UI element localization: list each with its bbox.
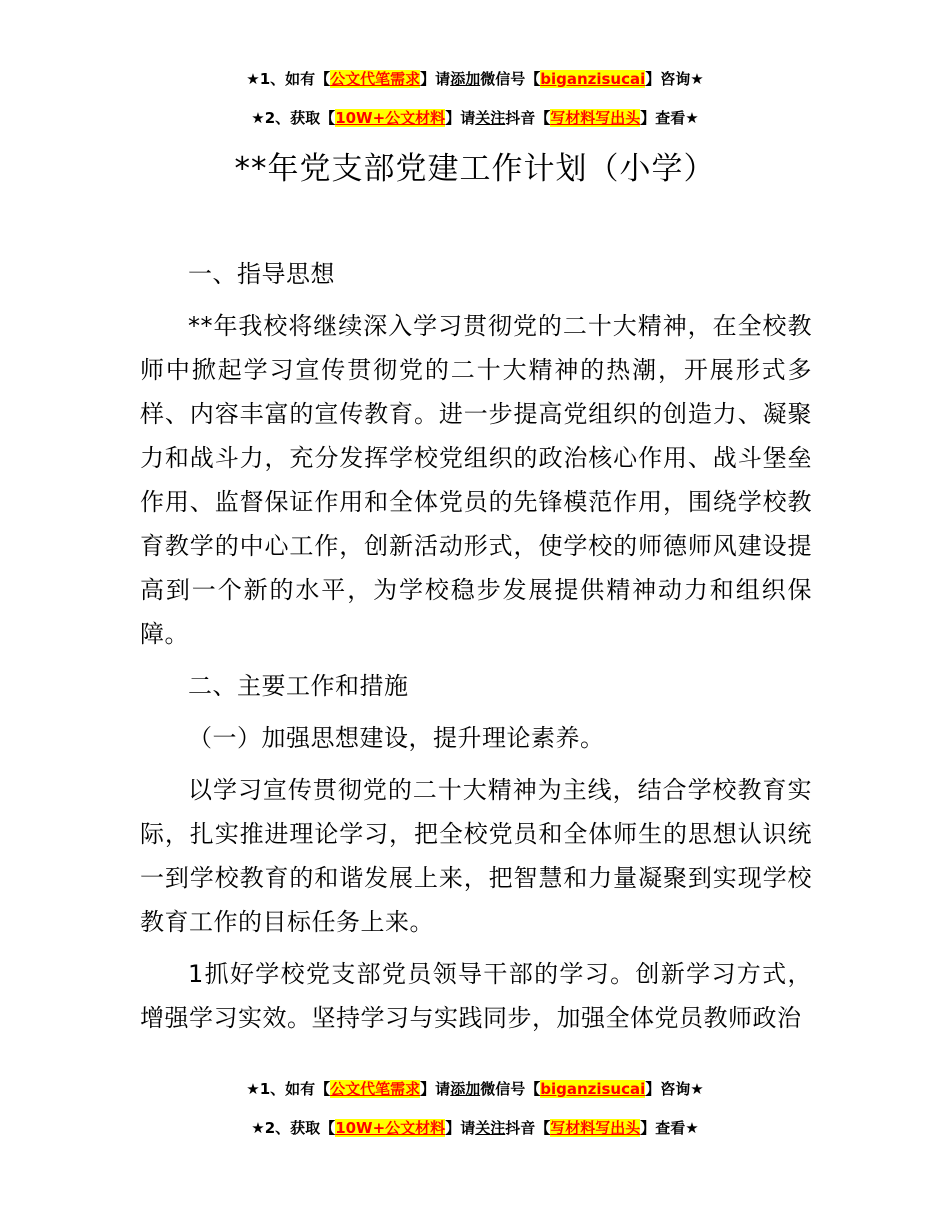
footer-ad-line-1 [0,1078,950,1099]
ad-text: 抖音【 [505,109,551,127]
ad-highlight: 公文代笔需求 [330,70,421,88]
ad-text: 微信号【 [480,70,541,88]
ad-text: 】咨询★ [645,70,704,88]
ad-text: 】请 [420,1080,451,1098]
ad-underline: 添加 [450,1080,481,1098]
ad-text: 】请 [445,109,476,127]
document-title: **年党支部党建工作计划（小学） [234,151,716,187]
ad-text: ★2、获取【 [251,109,336,127]
paragraph: **年我校将继续深入学习贯彻党的二十大精神，在全校教师中掀起学习宣传贯彻党的二十大精神的热潮，开展形式多样、内容丰富的宣传教育。进一步提高党组织的创造力、凝聚力和战斗力，充分发挥学校党组织的政治核心作用、战斗堡垒作用、监督保证作用和全体党员的先锋模范作用，围绕学校教育教学的中心工作，创新活动形式，使学校的师德师风建设提高到一个新的水平，为学校稳步发展提供精神动力和组织保障。 [140,312,812,648]
ad-douyin-id: 写材料写出头 [550,109,641,127]
section-heading: 一、指导思想 [188,260,335,288]
ad-text: 】请 [445,1119,476,1137]
ad-highlight: 公文代笔需求 [330,1080,421,1098]
section-heading: 二、主要工作和措施 [188,672,409,700]
ad-wechat-id: biganzisucai [540,70,646,88]
paragraph: 1抓好学校党支部党员领导干部的学习。创新学习方式，增强学习实效。坚持学习与实践同步，加强全体党员教师政治 [140,960,812,1032]
ad-text: ★1、如有【 [246,70,331,88]
header-ad-line-1 [0,68,950,89]
ad-text: 】查看★ [640,109,699,127]
ad-underline: 添加 [450,70,481,88]
ad-underline: 关注 [475,1119,506,1137]
ad-text: 】查看★ [640,1119,699,1137]
ad-highlight: 10W+公文材料 [335,109,446,127]
ad-text: 微信号【 [480,1080,541,1098]
footer-ad-line-2 [0,1117,950,1138]
subsection-heading: （一）加强思想建设，提升理论素养。 [188,724,605,752]
ad-text: 】请 [420,70,451,88]
ad-text: ★2、获取【 [251,1119,336,1137]
ad-highlight: 10W+公文材料 [335,1119,446,1137]
document-body [140,252,812,1048]
ad-wechat-id: biganzisucai [540,1080,646,1098]
ad-text: 抖音【 [505,1119,551,1137]
ad-text: ★1、如有【 [246,1080,331,1098]
paragraph: 以学习宣传贯彻党的二十大精神为主线，结合学校教育实际，扎实推进理论学习，把全校党员和全体师生的思想认识统一到学校教育的和谐发展上来，把智慧和力量凝聚到实现学校教育工作的目标任务上来。 [140,776,812,936]
ad-underline: 关注 [475,109,506,127]
header-ad-line-2 [0,107,950,128]
ad-text: 】咨询★ [645,1080,704,1098]
ad-douyin-id: 写材料写出头 [550,1119,641,1137]
